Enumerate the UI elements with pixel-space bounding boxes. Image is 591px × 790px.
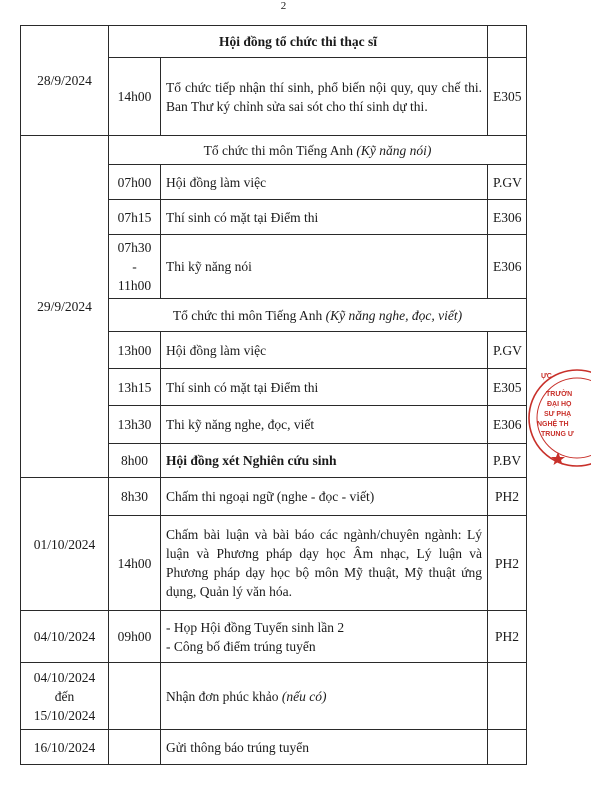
content-cell: Thi kỹ năng nói	[161, 235, 488, 299]
room-cell: E306	[488, 200, 527, 235]
content-cell: Chấm bài luận và bài báo các ngành/chuyên ngành: Lý luận và Phương pháp dạy học Âm nhạc, Lý luận và Phương pháp dạy học bộ môn Mỹ thuật, Mỹ thuật ứng dụng, Quản lý văn hóa.	[161, 516, 488, 611]
table-row	[21, 611, 527, 663]
section-header	[109, 136, 527, 165]
time-cell: 8h00	[109, 444, 161, 478]
seal-text: TRƯỜN	[546, 391, 573, 398]
seal-text: ĐẠI HỌ	[547, 401, 572, 408]
time-cell: 13h30	[109, 406, 161, 444]
time-cell	[109, 663, 161, 730]
time-start: 07h30 -	[117, 240, 152, 274]
content-line: - Công bố điểm trúng tuyển	[166, 638, 316, 654]
section-header-main: Tổ chức thi môn Tiếng Anh	[172, 307, 326, 323]
page-number: 2	[280, 0, 287, 12]
room-cell: E305	[488, 369, 527, 406]
room-cell: P.GV	[488, 332, 527, 369]
date-cell: 16/10/2024	[21, 730, 109, 765]
table-row	[21, 730, 527, 765]
content-main: Nhận đơn phúc khảo	[166, 688, 282, 704]
content-cell: Thí sinh có mặt tại Điểm thi	[161, 200, 488, 235]
table-row	[21, 26, 527, 58]
date-cell	[21, 663, 109, 730]
section-header-main: Tổ chức thi môn Tiếng Anh	[203, 142, 357, 158]
content-cell	[161, 663, 488, 730]
content-cell: Tổ chức tiếp nhận thí sinh, phổ biến nội quy, quy chế thi. Ban Thư ký chỉnh sửa sai sót cho thí sinh dự thi.	[161, 58, 488, 136]
time-cell	[109, 730, 161, 765]
official-seal-stamp	[531, 364, 591, 474]
date-line: 15/10/2024	[33, 707, 96, 723]
room-cell: P.GV	[488, 165, 527, 200]
content-cell: Hội đồng làm việc	[161, 165, 488, 200]
time-cell: 07h00	[109, 165, 161, 200]
table-row	[21, 136, 527, 165]
room-cell	[488, 663, 527, 730]
date-cell: 28/9/2024	[21, 26, 109, 136]
room-cell: PH2	[488, 516, 527, 611]
content-cell: Hội đồng xét Nghiên cứu sinh	[161, 444, 488, 478]
content-cell: Thí sinh có mặt tại Điểm thi	[161, 369, 488, 406]
time-cell: 07h15	[109, 200, 161, 235]
date-cell: 29/9/2024	[21, 136, 109, 478]
time-end: 11h00	[117, 278, 152, 293]
seal-text: SƯ PHẠ	[544, 411, 572, 418]
room-cell	[488, 730, 527, 765]
room-cell: P.BV	[488, 444, 527, 478]
date-cell: 04/10/2024	[21, 611, 109, 663]
content-line: - Họp Hội đồng Tuyển sinh lần 2	[166, 619, 345, 635]
time-cell: 09h00	[109, 611, 161, 663]
room-cell: E306	[488, 235, 527, 299]
date-cell: 01/10/2024	[21, 478, 109, 611]
content-italic: (nếu có)	[281, 688, 327, 704]
room-cell: E306	[488, 406, 527, 444]
seal-text: NGHỆ TH	[537, 421, 569, 428]
section-header: Hội đồng tổ chức thi thạc sĩ	[109, 26, 488, 58]
table-row	[21, 663, 527, 730]
content-cell: Thi kỹ năng nghe, đọc, viết	[161, 406, 488, 444]
section-header-italic: (Kỹ năng nói)	[356, 142, 432, 158]
time-cell	[109, 235, 161, 299]
room-cell: PH2	[488, 478, 527, 516]
room-cell: PH2	[488, 611, 527, 663]
section-header	[109, 299, 527, 332]
content-cell: Hội đồng làm việc	[161, 332, 488, 369]
section-header-italic: (Kỹ năng nghe, đọc, viết)	[325, 307, 463, 323]
content-cell	[161, 611, 488, 663]
time-cell: 14h00	[109, 58, 161, 136]
date-line: đến	[54, 688, 75, 704]
room-cell: E305	[488, 58, 527, 136]
time-cell: 14h00	[109, 516, 161, 611]
date-line: 04/10/2024	[33, 669, 96, 685]
seal-text: ỰC	[541, 373, 552, 380]
table-row	[21, 478, 527, 516]
time-cell: 8h30	[109, 478, 161, 516]
room-cell	[488, 26, 527, 58]
seal-text: TRUNG Ư	[541, 431, 574, 438]
time-cell: 13h00	[109, 332, 161, 369]
schedule-table	[20, 25, 527, 765]
content-cell: Gửi thông báo trúng tuyển	[161, 730, 488, 765]
content-cell: Chấm thi ngoại ngữ (nghe - đọc - viết)	[161, 478, 488, 516]
time-cell: 13h15	[109, 369, 161, 406]
